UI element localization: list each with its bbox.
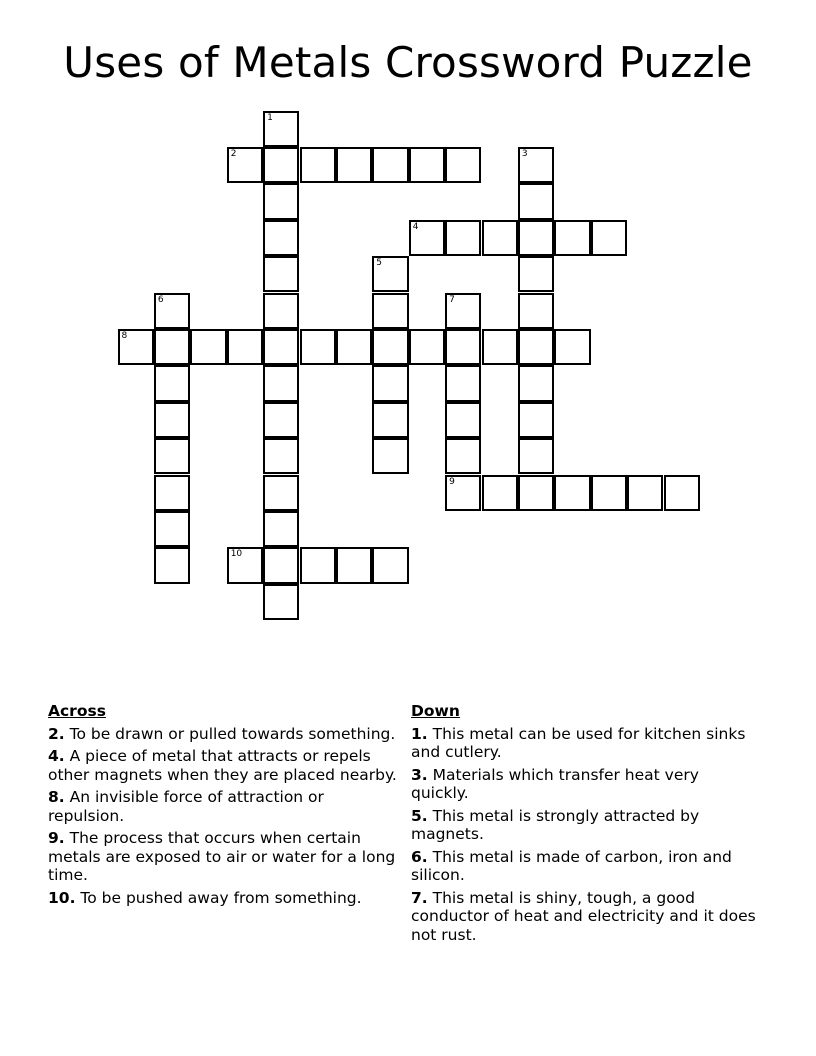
grid-cell[interactable] bbox=[154, 475, 190, 511]
grid-cell[interactable] bbox=[190, 329, 226, 365]
grid-cell[interactable] bbox=[409, 329, 445, 365]
clue-text: To be drawn or pulled towards something. bbox=[64, 724, 396, 743]
grid-cell[interactable] bbox=[372, 256, 408, 292]
grid-cell[interactable] bbox=[372, 293, 408, 329]
grid-cell[interactable] bbox=[591, 475, 627, 511]
clue-number-label: 4. bbox=[48, 747, 65, 765]
grid-cell[interactable] bbox=[336, 547, 372, 583]
grid-cell[interactable] bbox=[482, 329, 518, 365]
grid-cell[interactable] bbox=[118, 329, 154, 365]
clue-number: 6 bbox=[157, 294, 164, 305]
grid-cell[interactable] bbox=[154, 365, 190, 401]
clue-text: To be pushed away from something. bbox=[75, 888, 362, 907]
clue-text: This metal is strongly attracted by magnets. bbox=[411, 806, 700, 843]
grid-cell[interactable] bbox=[263, 475, 299, 511]
grid-cell[interactable] bbox=[554, 220, 590, 256]
across-clue bbox=[48, 725, 398, 744]
grid-cell[interactable] bbox=[154, 511, 190, 547]
grid-cell[interactable] bbox=[627, 475, 663, 511]
grid-cell[interactable] bbox=[263, 402, 299, 438]
clue-text: A piece of metal that attracts or repels other magnets when they are placed nearby. bbox=[48, 747, 397, 784]
across-heading: Across bbox=[48, 702, 106, 720]
grid-cell[interactable] bbox=[445, 475, 481, 511]
clue-number-label: 7. bbox=[411, 888, 428, 907]
grid-cell[interactable] bbox=[518, 293, 554, 329]
grid-cell[interactable] bbox=[263, 511, 299, 547]
grid-cell[interactable] bbox=[482, 475, 518, 511]
grid-cell[interactable] bbox=[263, 183, 299, 219]
clue-text: This metal is shiny, tough, a good conductor of heat and electricity and it does not rust. bbox=[411, 888, 756, 944]
grid-cell[interactable] bbox=[263, 584, 299, 620]
clue-number: 4 bbox=[412, 221, 419, 232]
grid-cell[interactable] bbox=[554, 475, 590, 511]
clue-number-label: 3. bbox=[411, 765, 428, 784]
clue-number: 10 bbox=[230, 549, 243, 560]
grid-cell[interactable] bbox=[227, 547, 263, 583]
grid-cell[interactable] bbox=[263, 438, 299, 474]
clue-number-label: 6. bbox=[411, 847, 428, 866]
down-clue bbox=[411, 807, 761, 844]
grid-cell[interactable] bbox=[263, 147, 299, 183]
grid-cell[interactable] bbox=[445, 329, 481, 365]
grid-cell[interactable] bbox=[300, 147, 336, 183]
clue-number-label: 2. bbox=[48, 724, 65, 743]
across-clue bbox=[48, 788, 398, 825]
clue-text: The process that occurs when certain metals are exposed to air or water for a long time. bbox=[48, 829, 396, 884]
grid-cell[interactable] bbox=[445, 402, 481, 438]
across-clue bbox=[48, 829, 398, 885]
down-clue bbox=[411, 725, 761, 762]
grid-cell[interactable] bbox=[445, 438, 481, 474]
grid-cell[interactable] bbox=[154, 402, 190, 438]
clue-number: 2 bbox=[230, 148, 237, 159]
grid-cell[interactable] bbox=[518, 402, 554, 438]
across-clue bbox=[48, 747, 398, 784]
clue-number-label: 10. bbox=[48, 888, 76, 907]
grid-cell[interactable] bbox=[154, 438, 190, 474]
clue-number-label: 1. bbox=[411, 724, 428, 743]
grid-cell[interactable] bbox=[154, 547, 190, 583]
clue-text: This metal can be used for kitchen sinks and cutlery. bbox=[411, 724, 746, 761]
grid-cell[interactable] bbox=[300, 329, 336, 365]
grid-cell[interactable] bbox=[372, 147, 408, 183]
grid-cell[interactable] bbox=[482, 220, 518, 256]
grid-cell[interactable] bbox=[409, 147, 445, 183]
down-clue bbox=[411, 848, 761, 885]
down-heading: Down bbox=[411, 702, 460, 720]
grid-cell[interactable] bbox=[518, 147, 554, 183]
grid-cell[interactable] bbox=[300, 547, 336, 583]
down-clue bbox=[411, 889, 761, 945]
grid-cell[interactable] bbox=[518, 183, 554, 219]
page-title: Uses of Metals Crossword Puzzle bbox=[63, 38, 753, 87]
clue-number-label: 8. bbox=[48, 788, 65, 806]
grid-cell[interactable] bbox=[591, 220, 627, 256]
grid-cell[interactable] bbox=[518, 329, 554, 365]
clue-number: 5 bbox=[376, 258, 383, 269]
clue-number: 7 bbox=[449, 294, 455, 305]
across-clue bbox=[48, 889, 398, 908]
grid-cell[interactable] bbox=[372, 365, 408, 401]
grid-cell[interactable] bbox=[336, 147, 372, 183]
grid-cell[interactable] bbox=[518, 438, 554, 474]
clue-number-label: 9. bbox=[48, 829, 65, 847]
grid-cell[interactable] bbox=[263, 329, 299, 365]
grid-cell[interactable] bbox=[518, 220, 554, 256]
clue-text: This metal is made of carbon, iron and silicon. bbox=[411, 847, 732, 884]
grid-cell[interactable] bbox=[263, 220, 299, 256]
grid-cell[interactable] bbox=[445, 220, 481, 256]
grid-cell[interactable] bbox=[227, 329, 263, 365]
grid-cell[interactable] bbox=[372, 547, 408, 583]
grid-cell[interactable] bbox=[445, 147, 481, 183]
grid-cell[interactable] bbox=[445, 365, 481, 401]
grid-cell[interactable] bbox=[154, 293, 190, 329]
grid-cell[interactable] bbox=[664, 475, 700, 511]
grid-cell[interactable] bbox=[518, 256, 554, 292]
grid-cell[interactable] bbox=[227, 147, 263, 183]
down-clues bbox=[411, 702, 761, 948]
grid-cell[interactable] bbox=[554, 329, 590, 365]
grid-cell[interactable] bbox=[336, 329, 372, 365]
grid-cell[interactable] bbox=[263, 256, 299, 292]
grid-cell[interactable] bbox=[372, 438, 408, 474]
grid-cell[interactable] bbox=[263, 293, 299, 329]
grid-cell[interactable] bbox=[518, 475, 554, 511]
grid-cell[interactable] bbox=[263, 365, 299, 401]
grid-cell[interactable] bbox=[372, 329, 408, 365]
clue-number: 1 bbox=[267, 112, 273, 123]
down-clue bbox=[411, 766, 761, 803]
across-clues bbox=[48, 702, 398, 911]
grid-cell[interactable] bbox=[154, 329, 190, 365]
clue-number: 3 bbox=[521, 148, 528, 159]
clue-text: Materials which transfer heat very quickly. bbox=[411, 765, 699, 802]
clue-number-label: 5. bbox=[411, 806, 428, 825]
grid-cell[interactable] bbox=[518, 365, 554, 401]
grid-cell[interactable] bbox=[372, 402, 408, 438]
grid-cell[interactable] bbox=[263, 547, 299, 583]
grid-cell[interactable] bbox=[409, 220, 445, 256]
grid-cell[interactable] bbox=[445, 293, 481, 329]
clue-number: 9 bbox=[449, 476, 455, 487]
clue-text: An invisible force of attraction or repulsion. bbox=[48, 788, 324, 825]
grid-cell[interactable] bbox=[263, 111, 299, 147]
clue-number: 8 bbox=[121, 330, 128, 341]
